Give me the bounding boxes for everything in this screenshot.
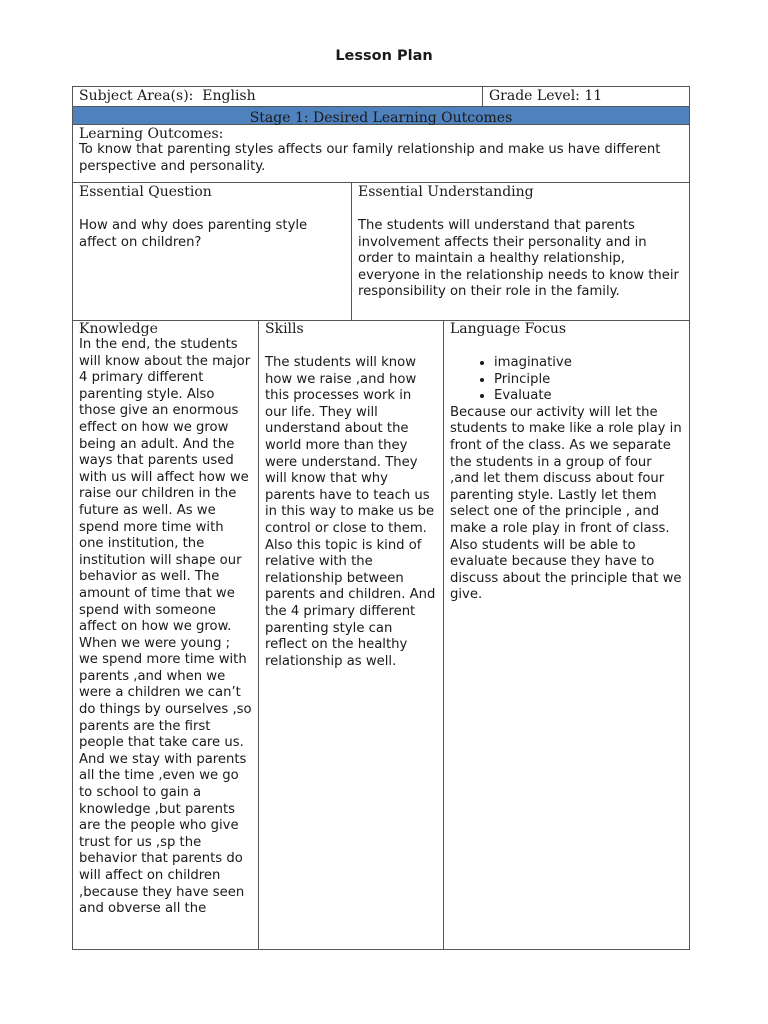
language-focus-item: • Evaluate (494, 388, 683, 405)
lesson-plan-table (72, 86, 690, 950)
header-row (73, 87, 689, 107)
essential-question-heading: Essential Question (79, 184, 212, 200)
knowledge-cell (73, 321, 259, 949)
learning-outcomes-section (73, 125, 689, 183)
essential-understanding-heading: Essential Understanding (358, 184, 534, 200)
subject-area-label: Subject Area(s): English (79, 88, 256, 104)
spacer (265, 337, 437, 355)
language-focus-text: Because our activity will let the students to make like a role play in front of the class. As we separate the students in a group of four ,and let them discuss about four parenting style. Lastly let them select one of the principle , and make a role play in front of class. Also students will be able to evaluate because they have to discuss about the principle that we give. (450, 404, 682, 603)
grade-level-label: Grade Level: 11 (489, 88, 603, 104)
document-title: Lesson Plan (335, 48, 433, 64)
subject-area-cell (73, 87, 483, 106)
essential-question-cell (73, 183, 352, 320)
stage-banner (73, 107, 689, 125)
knowledge-text: In the end, the students will know about the major 4 primary different parenting style. Also those give an enormous effect on how we grow being an adult. And the ways that parents used with us will affect how we raise our children in the future as well. As we spend more time with one institution, the institution will shape our behavior as well. The amount of time that we spend with someone affect on how we grow. When we were young ; we spend more time with parents ,and when we were a children we can’t do things by ourselves ,so parents are the first people that take care us. And we stay with parents all the time ,even we go to school to gain a knowledge ,but parents are the people who give trust for us ,sp the behavior that parents do will affect on children ,because they have seen and obverse all the (79, 337, 252, 917)
essential-question-text: How and why does parenting style affect on children? (79, 218, 308, 250)
knowledge-heading: Knowledge (79, 321, 158, 337)
spacer (79, 200, 345, 218)
skills-text: The students will know how we raise ,and how this processes work in our life. They will understand about the world more than they were understand. They will know that why parents have to teach us in this way to make us be control or close to them. Also this topic is kind of relative with the relationship between parents and children. And the 4 primary different parenting style can reflect on the healthy relationship as well. (265, 355, 436, 669)
spacer (450, 337, 683, 355)
language-focus-cell (444, 321, 689, 949)
skills-cell (259, 321, 444, 949)
language-focus-list (450, 355, 683, 405)
language-focus-item: • imaginative (494, 355, 683, 372)
essential-row (73, 183, 689, 321)
spacer (358, 200, 683, 218)
content-row (73, 321, 689, 949)
skills-heading: Skills (265, 321, 304, 337)
learning-outcomes-heading: Learning Outcomes: (79, 126, 224, 142)
essential-understanding-text: The students will understand that parents involvement affects their personality and in order to maintain a healthy relationship, everyone in the relationship needs to know their responsibility on their role in the family. (358, 218, 679, 300)
language-focus-item: • Principle (494, 372, 683, 389)
language-focus-heading: Language Focus (450, 321, 567, 337)
grade-level-cell (483, 87, 689, 106)
essential-understanding-cell (352, 183, 689, 320)
learning-outcomes-text: To know that parenting styles affects our family relationship and make us have different perspective and personality. (79, 142, 661, 174)
stage-title: Stage 1: Desired Learning Outcomes (249, 110, 513, 126)
